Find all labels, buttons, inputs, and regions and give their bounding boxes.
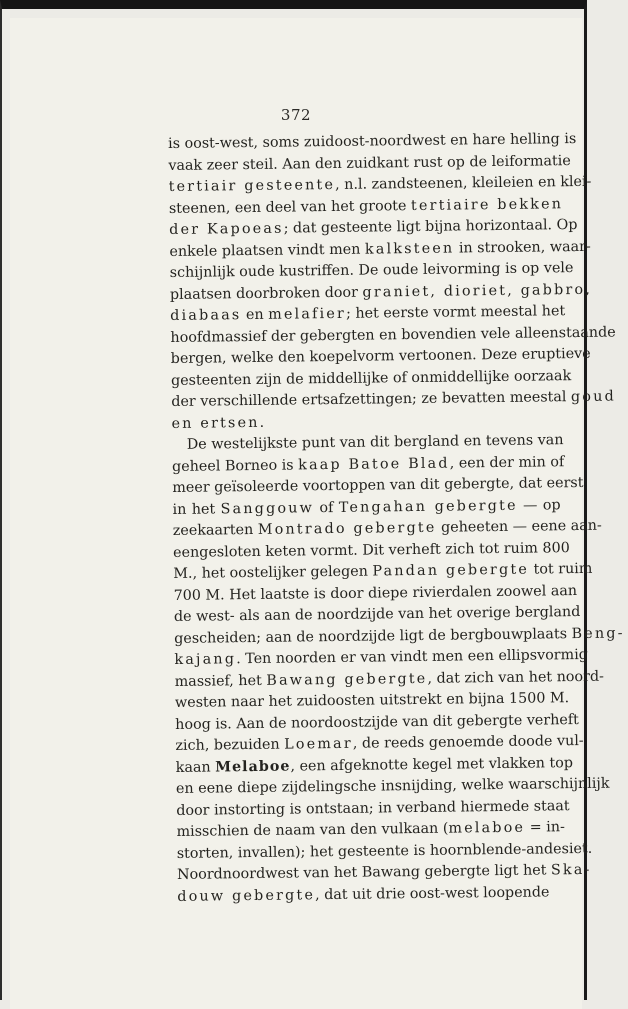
spaced-term: Loemar (284, 735, 353, 753)
spaced-term: goud (570, 388, 617, 406)
text-segment: of (313, 499, 339, 516)
text-segment: en (241, 306, 269, 324)
text-segment: zeekaarten (172, 521, 258, 539)
text-segment: gescheiden; aan de noordzijde ligt de bergbouwplaats (174, 625, 572, 647)
text-segment: , de reeds genoemde doode vul- (352, 732, 584, 752)
spaced-term: Bawang gebergte (266, 670, 428, 689)
text-segment: steenen, een deel van het groote (168, 197, 412, 217)
spaced-term: diabaas (170, 307, 242, 324)
spaced-term: tertiair gesteente (168, 176, 336, 195)
spaced-term: Montrado gebergte (257, 519, 437, 538)
text-segment: = in- (525, 819, 565, 836)
text-segment: schijnlijk oude kustriffen. De oude leivorming is op vele (169, 260, 574, 281)
text-segment: hoog is. Aan de noordoostzijde van dit gebergte verheft (175, 711, 579, 733)
text-segment: hoofdmassief der gebergten en bovendien vele alleenstaande (170, 324, 616, 346)
text-segment: , een afgeknotte kegel met vlakken top (290, 754, 574, 775)
text-segment: gesteenten zijn de middellijke of onmiddellijke oorzaak (170, 367, 572, 389)
text-segment: De westelijkste punt van dit bergland en tevens van (186, 432, 564, 453)
text-line (177, 882, 565, 908)
spaced-term: kaap Batoe Blad (298, 455, 450, 473)
book-page (10, 18, 625, 1009)
text-segment: . Ten noorden er van vindt men een ellipsvormig (236, 646, 588, 668)
text-segment: 700 M. Het laatste is door diepe rivierdalen zoowel aan (173, 582, 578, 604)
text-segment: , n.l. zandsteenen, kleileien en klei- (335, 173, 592, 193)
spaced-term: Beng- (571, 624, 625, 642)
text-segment: geheeten — eene aan- (436, 517, 602, 536)
text-segment: in strooken, waar- (454, 238, 591, 257)
text-segment: ; het eerste vormt meestal het (345, 303, 566, 322)
body-text (168, 129, 625, 908)
text-segment: vaak zeer steil. Aan den zuidkant rust op de leiformatie (168, 152, 571, 174)
text-segment: , dat zich van het noord- (427, 668, 604, 687)
spaced-term: en ertsen (171, 414, 260, 432)
text-segment: en eene diepe zijdelingsche insnijding, welke waarschijnlijk (175, 775, 610, 797)
text-segment: tot ruim (528, 560, 593, 578)
text-segment: kaan (175, 758, 216, 776)
spaced-term: Tengahan gebergte (338, 497, 518, 516)
text-segment: misschien de naam van den vulkaan ( (176, 820, 449, 840)
text-segment: ; dat gesteente ligt bijna horizontaal. Op (283, 217, 578, 237)
text-segment: eengesloten keten vormt. Dit verheft zich tot ruim 800 (173, 539, 570, 561)
text-segment: M., het oostelijker gelegen (173, 563, 373, 582)
spaced-term: der Kapoeas (169, 220, 284, 238)
spaced-term: kajang (174, 651, 237, 668)
text-segment: geheel Borneo is (171, 456, 299, 475)
page-number: 372 (280, 106, 312, 124)
spaced-term: Ska- (550, 861, 592, 879)
spaced-term: kalksteen (364, 240, 455, 258)
text-segment: in het (172, 500, 221, 518)
text-segment: is oost-west, soms zuidoost-noordwest en hare helling is (168, 131, 577, 152)
text-segment: — op (517, 496, 561, 514)
text-segment: , een der min of (449, 453, 565, 472)
spaced-term: graniet, dioriet, gabbro, (362, 281, 593, 301)
text-segment: , dat uit drie oost-west loopende (314, 883, 550, 903)
text-segment: plaatsen doorbroken door (169, 284, 363, 303)
text-segment: zich, bezuiden (175, 736, 285, 754)
spaced-term: Pandan gebergte (372, 561, 530, 580)
text-segment: Noordnoordwest van het Bawang gebergte ligt het (176, 862, 552, 883)
spaced-term: melafier (268, 305, 347, 323)
text-segment: massief, het (174, 672, 267, 690)
text-segment: door instorting is ontstaan; in verband hiermede staat (176, 797, 570, 819)
spaced-term: douw gebergte (177, 886, 316, 905)
text-segment: bergen, welke den koepelvorm vertoonen. Deze eruptieve (170, 345, 591, 367)
text-segment: de west- als aan de noordzijde van het overige bergland (173, 603, 581, 625)
text-segment: meer geïsoleerde voortoppen van dit gebergte, dat eerst (172, 474, 584, 496)
text-segment: der verschillende ertsafzettingen; ze bevatten meestal (171, 389, 572, 410)
text-segment: westen naar het zuidoosten uitstrekt en bijna 1500 M. (174, 690, 570, 711)
text-segment: . (259, 414, 265, 431)
spaced-term: Sanggouw (220, 499, 315, 517)
spaced-term: melaboe (448, 819, 526, 837)
spaced-term: tertiaire bekken (410, 195, 564, 214)
text-segment: storten, invallen); het gesteente is hoornblende-andesiet. (176, 840, 593, 862)
text-segment: enkele plaatsen vindt men (169, 241, 366, 260)
bold-term: Melaboe (215, 758, 291, 775)
